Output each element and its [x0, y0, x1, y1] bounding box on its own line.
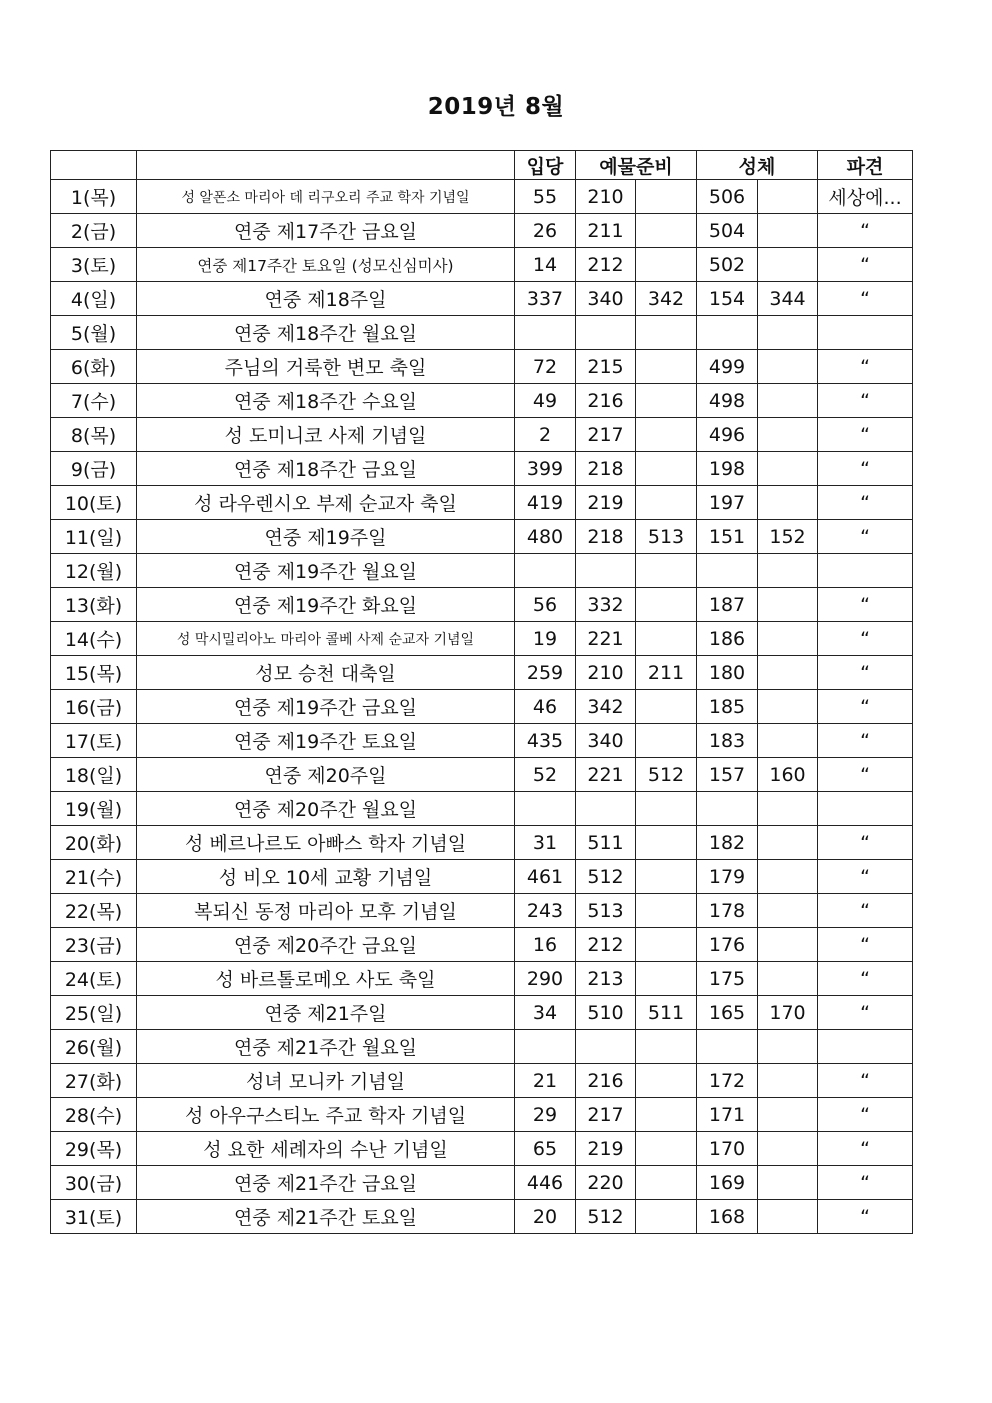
- date-cell: 15(목): [51, 656, 137, 690]
- dismissal-cell: “: [818, 384, 913, 418]
- entrance-cell: [515, 316, 576, 350]
- offertory-hymn-2-cell: [636, 588, 697, 622]
- header-entrance: 입당: [515, 151, 576, 180]
- communion-hymn-2-cell: 170: [758, 996, 818, 1030]
- dismissal-cell: [818, 316, 913, 350]
- offertory-hymn-2-cell: [636, 690, 697, 724]
- date-cell: 1(목): [51, 180, 137, 214]
- offertory-hymn-2-cell: [636, 1166, 697, 1200]
- feast-cell: 성 라우렌시오 부제 순교자 축일: [137, 486, 515, 520]
- offertory-hymn-1-cell: 212: [576, 248, 636, 282]
- date-cell: 7(수): [51, 384, 137, 418]
- offertory-hymn-2-cell: [636, 1030, 697, 1064]
- offertory-hymn-2-cell: [636, 214, 697, 248]
- communion-hymn-1-cell: 180: [697, 656, 758, 690]
- entrance-cell: 20: [515, 1200, 576, 1234]
- communion-hymn-2-cell: [758, 1166, 818, 1200]
- offertory-hymn-1-cell: [576, 1030, 636, 1064]
- entrance-cell: 2: [515, 418, 576, 452]
- communion-hymn-1-cell: 165: [697, 996, 758, 1030]
- dismissal-cell: “: [818, 1064, 913, 1098]
- offertory-hymn-2-cell: 513: [636, 520, 697, 554]
- feast-cell: 성 아우구스티노 주교 학자 기념일: [137, 1098, 515, 1132]
- dismissal-cell: “: [818, 588, 913, 622]
- communion-hymn-1-cell: 175: [697, 962, 758, 996]
- offertory-hymn-2-cell: [636, 1064, 697, 1098]
- date-cell: 23(금): [51, 928, 137, 962]
- feast-cell: 성 바르톨로메오 사도 축일: [137, 962, 515, 996]
- feast-cell: 연중 제20주간 금요일: [137, 928, 515, 962]
- communion-hymn-1-cell: 499: [697, 350, 758, 384]
- offertory-hymn-1-cell: 220: [576, 1166, 636, 1200]
- communion-hymn-1-cell: 498: [697, 384, 758, 418]
- date-cell: 21(수): [51, 860, 137, 894]
- page-title: 2019년 8월: [427, 94, 565, 120]
- offertory-hymn-1-cell: 218: [576, 520, 636, 554]
- table-row: [51, 1064, 913, 1098]
- communion-hymn-2-cell: [758, 622, 818, 656]
- date-cell: 8(목): [51, 418, 137, 452]
- date-cell: 5(월): [51, 316, 137, 350]
- offertory-hymn-2-cell: [636, 1200, 697, 1234]
- offertory-hymn-1-cell: 211: [576, 214, 636, 248]
- communion-hymn-2-cell: [758, 486, 818, 520]
- communion-hymn-2-cell: [758, 316, 818, 350]
- entrance-cell: 46: [515, 690, 576, 724]
- feast-cell: 연중 제19주일: [137, 520, 515, 554]
- table-row: [51, 418, 913, 452]
- table-row: [51, 894, 913, 928]
- communion-hymn-1-cell: 169: [697, 1166, 758, 1200]
- dismissal-cell: “: [818, 214, 913, 248]
- date-cell: 25(일): [51, 996, 137, 1030]
- communion-hymn-1-cell: 197: [697, 486, 758, 520]
- communion-hymn-1-cell: 198: [697, 452, 758, 486]
- communion-hymn-1-cell: 154: [697, 282, 758, 316]
- offertory-hymn-2-cell: [636, 894, 697, 928]
- header-offertory: 예물준비: [576, 151, 697, 180]
- entrance-cell: 55: [515, 180, 576, 214]
- communion-hymn-1-cell: [697, 1030, 758, 1064]
- dismissal-cell: “: [818, 758, 913, 792]
- table-row: [51, 520, 913, 554]
- date-cell: 10(토): [51, 486, 137, 520]
- feast-cell: 연중 제17주간 금요일: [137, 214, 515, 248]
- communion-hymn-2-cell: [758, 894, 818, 928]
- offertory-hymn-2-cell: [636, 792, 697, 826]
- offertory-hymn-2-cell: [636, 316, 697, 350]
- offertory-hymn-1-cell: 217: [576, 418, 636, 452]
- offertory-hymn-1-cell: 212: [576, 928, 636, 962]
- table-row: [51, 792, 913, 826]
- feast-cell: 연중 제17주간 토요일 (성모신심미사): [137, 248, 515, 282]
- feast-cell: 연중 제18주간 월요일: [137, 316, 515, 350]
- table-row: [51, 826, 913, 860]
- feast-cell: 복되신 동정 마리아 모후 기념일: [137, 894, 515, 928]
- schedule-body: [51, 180, 913, 1234]
- table-row: [51, 1098, 913, 1132]
- date-cell: 29(목): [51, 1132, 137, 1166]
- communion-hymn-1-cell: 502: [697, 248, 758, 282]
- offertory-hymn-1-cell: 340: [576, 724, 636, 758]
- dismissal-cell: “: [818, 486, 913, 520]
- feast-cell: 성녀 모니카 기념일: [137, 1064, 515, 1098]
- offertory-hymn-2-cell: 342: [636, 282, 697, 316]
- communion-hymn-2-cell: [758, 452, 818, 486]
- feast-cell: 연중 제19주간 화요일: [137, 588, 515, 622]
- offertory-hymn-2-cell: [636, 622, 697, 656]
- communion-hymn-2-cell: [758, 962, 818, 996]
- communion-hymn-2-cell: [758, 724, 818, 758]
- entrance-cell: [515, 792, 576, 826]
- offertory-hymn-1-cell: 221: [576, 758, 636, 792]
- offertory-hymn-1-cell: 221: [576, 622, 636, 656]
- header-feast: [137, 151, 515, 180]
- communion-hymn-1-cell: 171: [697, 1098, 758, 1132]
- offertory-hymn-1-cell: [576, 792, 636, 826]
- entrance-cell: 259: [515, 656, 576, 690]
- communion-hymn-2-cell: [758, 1098, 818, 1132]
- header-date: [51, 151, 137, 180]
- communion-hymn-2-cell: [758, 860, 818, 894]
- dismissal-cell: [818, 792, 913, 826]
- date-cell: 28(수): [51, 1098, 137, 1132]
- entrance-cell: 461: [515, 860, 576, 894]
- feast-cell: 연중 제21주간 월요일: [137, 1030, 515, 1064]
- communion-hymn-2-cell: [758, 554, 818, 588]
- offertory-hymn-2-cell: [636, 1132, 697, 1166]
- communion-hymn-2-cell: [758, 826, 818, 860]
- communion-hymn-2-cell: [758, 1132, 818, 1166]
- communion-hymn-1-cell: 170: [697, 1132, 758, 1166]
- table-row: [51, 486, 913, 520]
- offertory-hymn-1-cell: 210: [576, 180, 636, 214]
- offertory-hymn-1-cell: 332: [576, 588, 636, 622]
- offertory-hymn-2-cell: [636, 350, 697, 384]
- table-row: [51, 656, 913, 690]
- feast-cell: 연중 제20주일: [137, 758, 515, 792]
- header-communion: 성체: [697, 151, 818, 180]
- table-row: [51, 384, 913, 418]
- date-cell: 24(토): [51, 962, 137, 996]
- communion-hymn-1-cell: 176: [697, 928, 758, 962]
- table-row: [51, 554, 913, 588]
- entrance-cell: 435: [515, 724, 576, 758]
- dismissal-cell: “: [818, 1166, 913, 1200]
- dismissal-cell: [818, 1030, 913, 1064]
- communion-hymn-1-cell: [697, 316, 758, 350]
- entrance-cell: 31: [515, 826, 576, 860]
- table-row: [51, 1200, 913, 1234]
- communion-hymn-2-cell: 152: [758, 520, 818, 554]
- table-row: [51, 350, 913, 384]
- date-cell: 2(금): [51, 214, 137, 248]
- date-cell: 26(월): [51, 1030, 137, 1064]
- communion-hymn-2-cell: [758, 1030, 818, 1064]
- communion-hymn-2-cell: [758, 180, 818, 214]
- communion-hymn-2-cell: 160: [758, 758, 818, 792]
- entrance-cell: 72: [515, 350, 576, 384]
- date-cell: 4(일): [51, 282, 137, 316]
- feast-cell: 성 막시밀리아노 마리아 콜베 사제 순교자 기념일: [137, 622, 515, 656]
- offertory-hymn-2-cell: [636, 554, 697, 588]
- offertory-hymn-1-cell: 342: [576, 690, 636, 724]
- offertory-hymn-1-cell: 340: [576, 282, 636, 316]
- communion-hymn-2-cell: [758, 656, 818, 690]
- table-row: [51, 690, 913, 724]
- offertory-hymn-1-cell: 511: [576, 826, 636, 860]
- feast-cell: 성 요한 세례자의 수난 기념일: [137, 1132, 515, 1166]
- date-cell: 11(일): [51, 520, 137, 554]
- table-row: [51, 214, 913, 248]
- offertory-hymn-2-cell: [636, 180, 697, 214]
- feast-cell: 연중 제18주간 금요일: [137, 452, 515, 486]
- offertory-hymn-2-cell: 211: [636, 656, 697, 690]
- date-cell: 16(금): [51, 690, 137, 724]
- communion-hymn-1-cell: [697, 554, 758, 588]
- entrance-cell: 65: [515, 1132, 576, 1166]
- communion-hymn-1-cell: 168: [697, 1200, 758, 1234]
- entrance-cell: 49: [515, 384, 576, 418]
- communion-hymn-2-cell: [758, 588, 818, 622]
- offertory-hymn-2-cell: [636, 962, 697, 996]
- date-cell: 18(일): [51, 758, 137, 792]
- table-row: [51, 1166, 913, 1200]
- dismissal-cell: “: [818, 860, 913, 894]
- communion-hymn-1-cell: 178: [697, 894, 758, 928]
- entrance-cell: 480: [515, 520, 576, 554]
- dismissal-cell: “: [818, 520, 913, 554]
- dismissal-cell: “: [818, 282, 913, 316]
- table-row: [51, 248, 913, 282]
- communion-hymn-2-cell: [758, 418, 818, 452]
- feast-cell: 연중 제21주일: [137, 996, 515, 1030]
- feast-cell: 연중 제19주간 금요일: [137, 690, 515, 724]
- communion-hymn-2-cell: [758, 248, 818, 282]
- entrance-cell: [515, 554, 576, 588]
- communion-hymn-1-cell: 151: [697, 520, 758, 554]
- table-row: [51, 588, 913, 622]
- entrance-cell: [515, 1030, 576, 1064]
- date-cell: 12(월): [51, 554, 137, 588]
- date-cell: 19(월): [51, 792, 137, 826]
- offertory-hymn-2-cell: [636, 724, 697, 758]
- entrance-cell: 14: [515, 248, 576, 282]
- entrance-cell: 26: [515, 214, 576, 248]
- feast-cell: 성 알폰소 마리아 데 리구오리 주교 학자 기념일: [137, 180, 515, 214]
- offertory-hymn-1-cell: 215: [576, 350, 636, 384]
- table-row: [51, 282, 913, 316]
- table-row: [51, 180, 913, 214]
- dismissal-cell: “: [818, 418, 913, 452]
- communion-hymn-2-cell: [758, 690, 818, 724]
- dismissal-cell: “: [818, 724, 913, 758]
- date-cell: 30(금): [51, 1166, 137, 1200]
- offertory-hymn-1-cell: 213: [576, 962, 636, 996]
- communion-hymn-2-cell: [758, 792, 818, 826]
- offertory-hymn-1-cell: 219: [576, 486, 636, 520]
- offertory-hymn-1-cell: 216: [576, 1064, 636, 1098]
- entrance-cell: 19: [515, 622, 576, 656]
- communion-hymn-2-cell: [758, 1200, 818, 1234]
- dismissal-cell: “: [818, 928, 913, 962]
- communion-hymn-1-cell: 504: [697, 214, 758, 248]
- feast-cell: 주님의 거룩한 변모 축일: [137, 350, 515, 384]
- dismissal-cell: 세상에...: [818, 180, 913, 214]
- offertory-hymn-2-cell: [636, 1098, 697, 1132]
- table-row: [51, 860, 913, 894]
- date-cell: 17(토): [51, 724, 137, 758]
- entrance-cell: 16: [515, 928, 576, 962]
- date-cell: 22(목): [51, 894, 137, 928]
- date-cell: 3(토): [51, 248, 137, 282]
- offertory-hymn-1-cell: 216: [576, 384, 636, 418]
- entrance-cell: 290: [515, 962, 576, 996]
- entrance-cell: 446: [515, 1166, 576, 1200]
- feast-cell: 성 비오 10세 교황 기념일: [137, 860, 515, 894]
- dismissal-cell: “: [818, 248, 913, 282]
- entrance-cell: 419: [515, 486, 576, 520]
- offertory-hymn-2-cell: [636, 486, 697, 520]
- dismissal-cell: “: [818, 826, 913, 860]
- entrance-cell: 29: [515, 1098, 576, 1132]
- communion-hymn-2-cell: [758, 214, 818, 248]
- dismissal-cell: “: [818, 656, 913, 690]
- communion-hymn-1-cell: 186: [697, 622, 758, 656]
- table-row: [51, 928, 913, 962]
- offertory-hymn-2-cell: 511: [636, 996, 697, 1030]
- communion-hymn-2-cell: [758, 928, 818, 962]
- communion-hymn-1-cell: 185: [697, 690, 758, 724]
- communion-hymn-1-cell: 172: [697, 1064, 758, 1098]
- offertory-hymn-2-cell: [636, 384, 697, 418]
- feast-cell: 성 베르나르도 아빠스 학자 기념일: [137, 826, 515, 860]
- date-cell: 27(화): [51, 1064, 137, 1098]
- date-cell: 6(화): [51, 350, 137, 384]
- communion-hymn-2-cell: [758, 1064, 818, 1098]
- hymn-schedule-table: [50, 150, 913, 1234]
- table-row: [51, 1132, 913, 1166]
- communion-hymn-2-cell: 344: [758, 282, 818, 316]
- communion-hymn-1-cell: 183: [697, 724, 758, 758]
- feast-cell: 성 도미니코 사제 기념일: [137, 418, 515, 452]
- table-row: [51, 452, 913, 486]
- date-cell: 14(수): [51, 622, 137, 656]
- dismissal-cell: “: [818, 690, 913, 724]
- offertory-hymn-2-cell: 512: [636, 758, 697, 792]
- communion-hymn-1-cell: 187: [697, 588, 758, 622]
- communion-hymn-1-cell: 157: [697, 758, 758, 792]
- table-row: [51, 724, 913, 758]
- communion-hymn-1-cell: [697, 792, 758, 826]
- offertory-hymn-2-cell: [636, 418, 697, 452]
- communion-hymn-2-cell: [758, 384, 818, 418]
- offertory-hymn-1-cell: [576, 316, 636, 350]
- offertory-hymn-2-cell: [636, 452, 697, 486]
- offertory-hymn-1-cell: 217: [576, 1098, 636, 1132]
- communion-hymn-2-cell: [758, 350, 818, 384]
- table-row: [51, 316, 913, 350]
- dismissal-cell: “: [818, 1098, 913, 1132]
- communion-hymn-1-cell: 179: [697, 860, 758, 894]
- header-row: [51, 151, 913, 180]
- offertory-hymn-2-cell: [636, 928, 697, 962]
- entrance-cell: 337: [515, 282, 576, 316]
- entrance-cell: 399: [515, 452, 576, 486]
- feast-cell: 연중 제19주간 토요일: [137, 724, 515, 758]
- dismissal-cell: “: [818, 1200, 913, 1234]
- entrance-cell: 243: [515, 894, 576, 928]
- feast-cell: 연중 제21주간 금요일: [137, 1166, 515, 1200]
- dismissal-cell: “: [818, 1132, 913, 1166]
- entrance-cell: 56: [515, 588, 576, 622]
- header-dismissal: 파견: [818, 151, 913, 180]
- communion-hymn-1-cell: 182: [697, 826, 758, 860]
- entrance-cell: 34: [515, 996, 576, 1030]
- offertory-hymn-1-cell: 210: [576, 656, 636, 690]
- date-cell: 20(화): [51, 826, 137, 860]
- dismissal-cell: “: [818, 452, 913, 486]
- dismissal-cell: “: [818, 350, 913, 384]
- dismissal-cell: [818, 554, 913, 588]
- offertory-hymn-1-cell: 510: [576, 996, 636, 1030]
- entrance-cell: 21: [515, 1064, 576, 1098]
- dismissal-cell: “: [818, 622, 913, 656]
- feast-cell: 연중 제20주간 월요일: [137, 792, 515, 826]
- dismissal-cell: “: [818, 962, 913, 996]
- offertory-hymn-2-cell: [636, 826, 697, 860]
- date-cell: 13(화): [51, 588, 137, 622]
- dismissal-cell: “: [818, 894, 913, 928]
- offertory-hymn-1-cell: 512: [576, 860, 636, 894]
- offertory-hymn-2-cell: [636, 860, 697, 894]
- feast-cell: 연중 제19주간 월요일: [137, 554, 515, 588]
- offertory-hymn-1-cell: 218: [576, 452, 636, 486]
- table-row: [51, 758, 913, 792]
- dismissal-cell: “: [818, 996, 913, 1030]
- entrance-cell: 52: [515, 758, 576, 792]
- feast-cell: 연중 제21주간 토요일: [137, 1200, 515, 1234]
- table-row: [51, 962, 913, 996]
- communion-hymn-1-cell: 506: [697, 180, 758, 214]
- offertory-hymn-1-cell: 513: [576, 894, 636, 928]
- communion-hymn-1-cell: 496: [697, 418, 758, 452]
- table-row: [51, 622, 913, 656]
- feast-cell: 연중 제18주간 수요일: [137, 384, 515, 418]
- date-cell: 31(토): [51, 1200, 137, 1234]
- feast-cell: 연중 제18주일: [137, 282, 515, 316]
- offertory-hymn-2-cell: [636, 248, 697, 282]
- table-row: [51, 996, 913, 1030]
- offertory-hymn-1-cell: 219: [576, 1132, 636, 1166]
- offertory-hymn-1-cell: 512: [576, 1200, 636, 1234]
- feast-cell: 성모 승천 대축일: [137, 656, 515, 690]
- offertory-hymn-1-cell: [576, 554, 636, 588]
- date-cell: 9(금): [51, 452, 137, 486]
- table-row: [51, 1030, 913, 1064]
